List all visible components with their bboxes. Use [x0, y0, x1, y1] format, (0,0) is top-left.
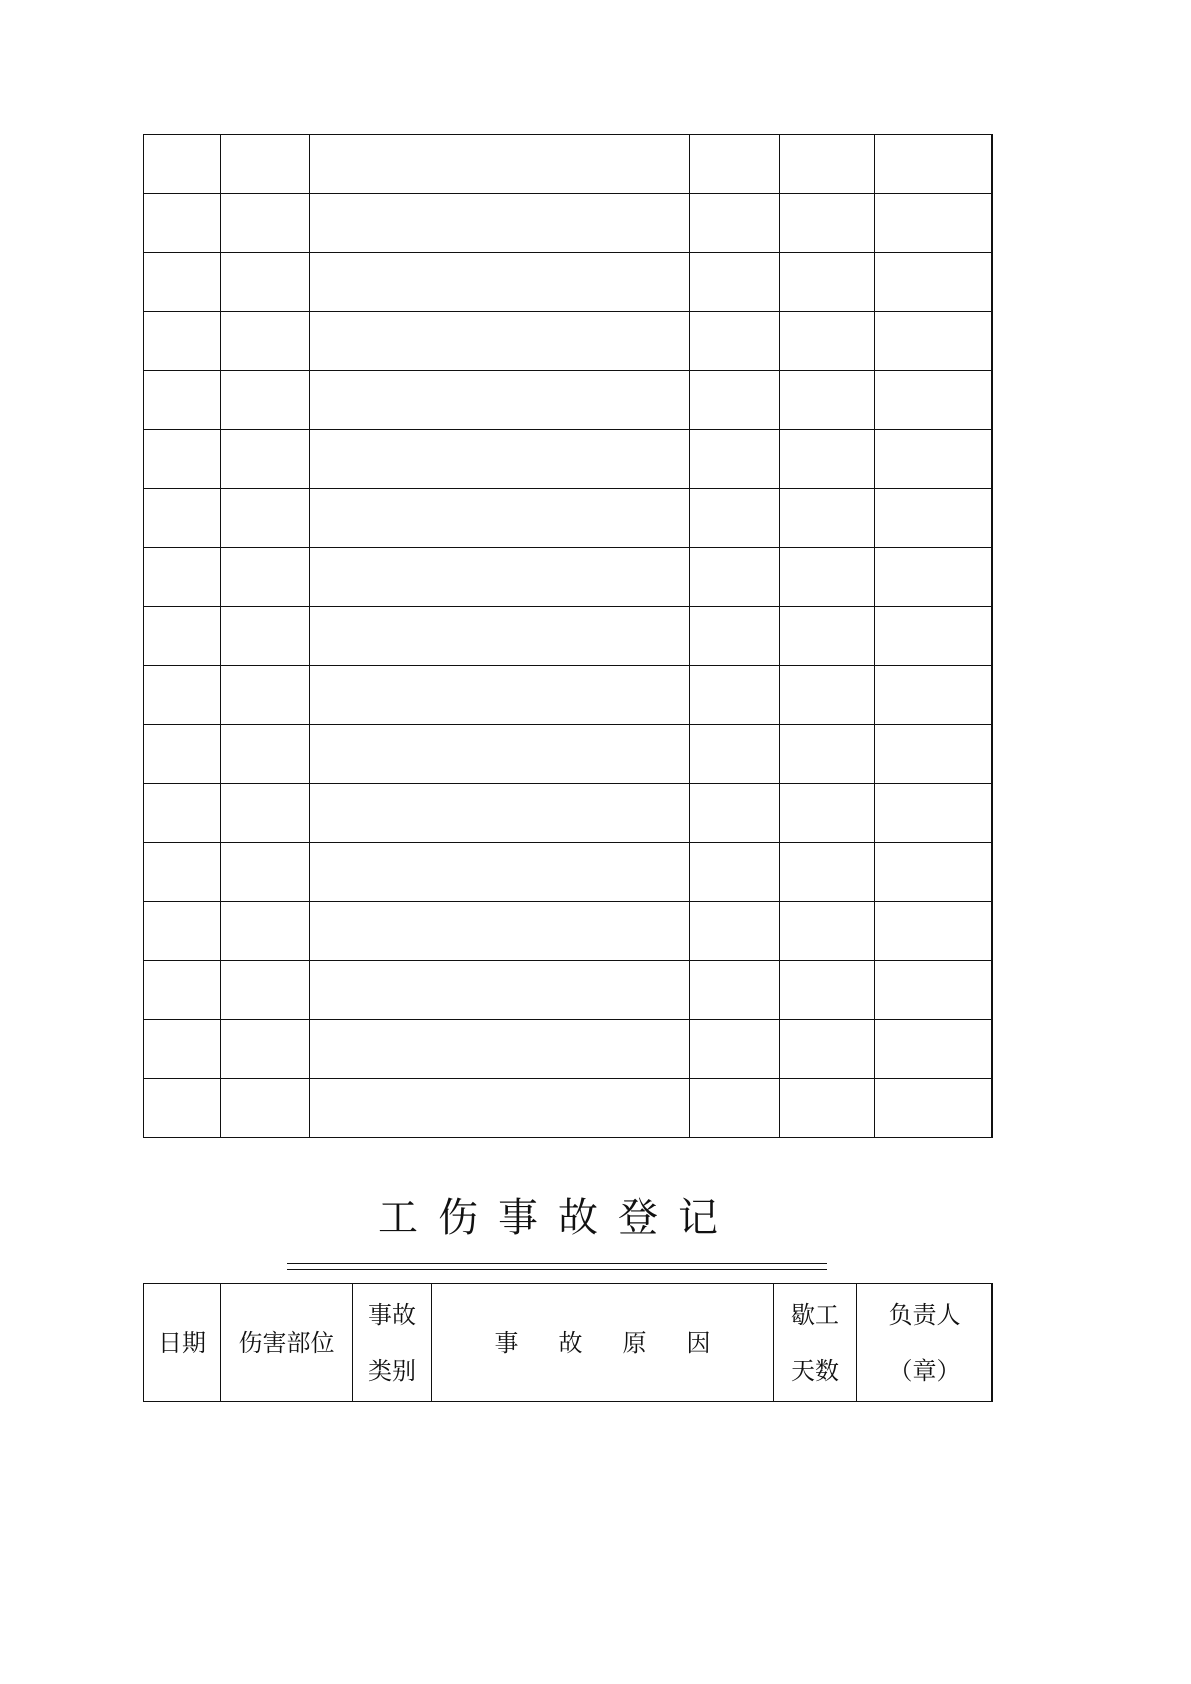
- table-cell: [780, 1020, 875, 1079]
- header-days-line1: 歇工: [791, 1300, 839, 1329]
- table-cell: [310, 548, 690, 607]
- table-cell: [780, 784, 875, 843]
- table-cell: [310, 430, 690, 489]
- table-cell: [310, 135, 690, 194]
- table-cell: [144, 961, 221, 1020]
- table-cell: [310, 784, 690, 843]
- table-cell: [780, 371, 875, 430]
- header-responsible-line1: 负责人: [888, 1300, 961, 1329]
- table-row: [144, 312, 993, 371]
- table-cell: [780, 1079, 875, 1138]
- table-row: [144, 430, 993, 489]
- table-cell: [144, 1079, 221, 1138]
- header-days-line2: 天数: [791, 1356, 839, 1385]
- table-cell: [310, 1079, 690, 1138]
- table-row: [144, 843, 993, 902]
- table-cell: [690, 135, 780, 194]
- table-cell: [310, 312, 690, 371]
- header-date: 日期: [144, 1284, 221, 1402]
- table-row: [144, 902, 993, 961]
- table-cell: [780, 961, 875, 1020]
- table-row: [144, 961, 993, 1020]
- table-row: [144, 1020, 993, 1079]
- table-row: [144, 607, 993, 666]
- table-cell: [144, 902, 221, 961]
- table-cell: [144, 312, 221, 371]
- table-cell: [690, 725, 780, 784]
- form-title: 工伤事故登记: [378, 1195, 738, 1241]
- table-cell: [144, 1020, 221, 1079]
- table-cell: [144, 548, 221, 607]
- blank-record-grid: [143, 134, 993, 1138]
- table-cell: [690, 902, 780, 961]
- title-underline-top: [287, 1263, 827, 1264]
- table-cell: [144, 725, 221, 784]
- table-cell: [780, 666, 875, 725]
- table-cell: [144, 607, 221, 666]
- table-cell: [690, 961, 780, 1020]
- table-cell: [310, 194, 690, 253]
- header-category-line2: 类别: [368, 1356, 416, 1385]
- table-row: [144, 253, 993, 312]
- table-cell: [144, 489, 221, 548]
- table-cell: [310, 607, 690, 666]
- table-cell: [310, 253, 690, 312]
- table-cell: [690, 607, 780, 666]
- table-cell: [780, 607, 875, 666]
- table-cell: [221, 548, 310, 607]
- table-cell: [875, 784, 993, 843]
- table-cell: [690, 312, 780, 371]
- table-cell: [875, 194, 993, 253]
- table-cell: [875, 843, 993, 902]
- table-cell: [221, 1020, 310, 1079]
- table-cell: [780, 489, 875, 548]
- table-cell: [221, 135, 310, 194]
- table-cell: [221, 489, 310, 548]
- table-cell: [780, 135, 875, 194]
- table-cell: [690, 1079, 780, 1138]
- table-cell: [875, 666, 993, 725]
- header-responsible-line2: （章）: [888, 1356, 961, 1385]
- table-cell: [690, 843, 780, 902]
- table-cell: [875, 489, 993, 548]
- table-cell: [780, 312, 875, 371]
- table-cell: [310, 1020, 690, 1079]
- table-cell: [875, 135, 993, 194]
- table-cell: [690, 784, 780, 843]
- table-cell: [875, 312, 993, 371]
- table-cell: [310, 489, 690, 548]
- table-cell: [310, 961, 690, 1020]
- table-cell: [221, 843, 310, 902]
- header-category-line1: 事故: [368, 1300, 416, 1329]
- table-row: [144, 784, 993, 843]
- table-cell: [875, 902, 993, 961]
- table-cell: [221, 1079, 310, 1138]
- table-cell: [875, 430, 993, 489]
- table-cell: [690, 489, 780, 548]
- table-cell: [690, 194, 780, 253]
- table-cell: [875, 607, 993, 666]
- table-cell: [221, 784, 310, 843]
- table-row: [144, 371, 993, 430]
- table-cell: [144, 843, 221, 902]
- table-cell: [221, 253, 310, 312]
- table-cell: [780, 430, 875, 489]
- table-cell: [144, 135, 221, 194]
- table-cell: [221, 666, 310, 725]
- table-row: [144, 1079, 993, 1138]
- table-cell: [144, 194, 221, 253]
- table-cell: [780, 725, 875, 784]
- header-accident-reason: 事故原因: [432, 1284, 774, 1402]
- header-responsible: [857, 1284, 993, 1402]
- title-underline-bottom: [287, 1269, 827, 1270]
- table-row: [144, 725, 993, 784]
- table-cell: [144, 371, 221, 430]
- table-cell: [310, 371, 690, 430]
- table-cell: [144, 666, 221, 725]
- table-cell: [875, 371, 993, 430]
- table-cell: [780, 253, 875, 312]
- table-cell: [780, 843, 875, 902]
- table-cell: [780, 194, 875, 253]
- header-injury-part: 伤害部位: [221, 1284, 353, 1402]
- table-cell: [221, 312, 310, 371]
- table-cell: [875, 725, 993, 784]
- table-cell: [310, 666, 690, 725]
- table-row: [144, 666, 993, 725]
- table-cell: [875, 548, 993, 607]
- table-cell: [875, 253, 993, 312]
- table-row: [144, 135, 993, 194]
- table-cell: [144, 253, 221, 312]
- table-row: [144, 194, 993, 253]
- table-cell: [221, 902, 310, 961]
- table-cell: [221, 430, 310, 489]
- table-cell: [221, 961, 310, 1020]
- table-cell: [221, 725, 310, 784]
- table-row: [144, 548, 993, 607]
- table-cell: [780, 902, 875, 961]
- table-cell: [875, 1020, 993, 1079]
- table-edge-line: [991, 1283, 993, 1402]
- table-cell: [310, 843, 690, 902]
- table-cell: [690, 430, 780, 489]
- table-edge-line: [991, 134, 993, 1138]
- header-table: [143, 1283, 993, 1402]
- table-cell: [310, 902, 690, 961]
- table-cell: [780, 548, 875, 607]
- header-accident-category: [353, 1284, 432, 1402]
- table-row: [144, 489, 993, 548]
- table-cell: [221, 371, 310, 430]
- table-cell: [690, 253, 780, 312]
- table-cell: [144, 784, 221, 843]
- table-cell: [875, 1079, 993, 1138]
- table-cell: [690, 371, 780, 430]
- table-cell: [144, 430, 221, 489]
- table-cell: [221, 194, 310, 253]
- table-cell: [690, 1020, 780, 1079]
- table-cell: [690, 548, 780, 607]
- table-cell: [310, 725, 690, 784]
- table-cell: [690, 666, 780, 725]
- header-days-off: [774, 1284, 857, 1402]
- table-cell: [221, 607, 310, 666]
- table-cell: [875, 961, 993, 1020]
